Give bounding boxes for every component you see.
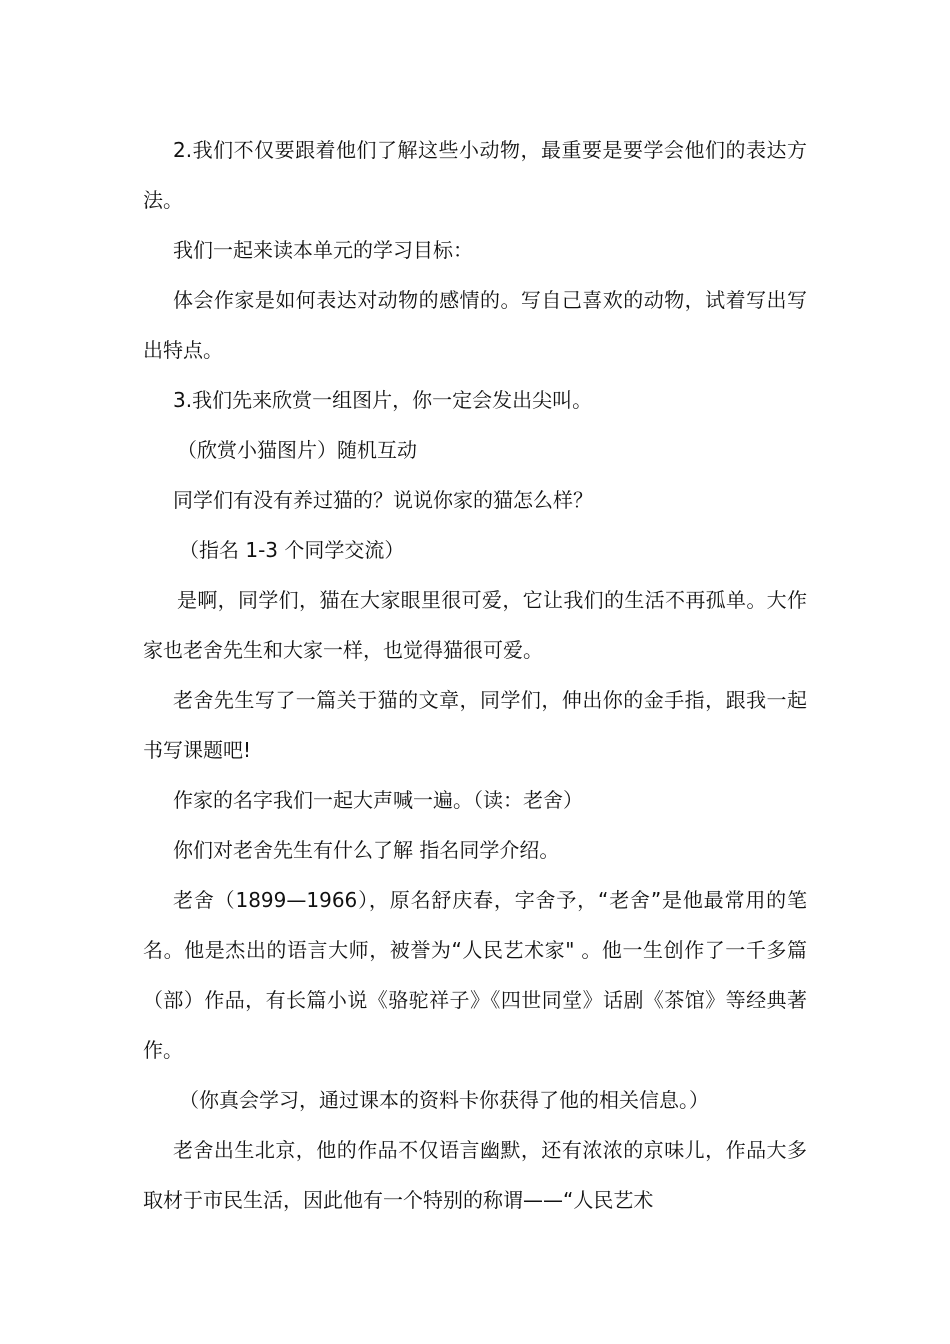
paragraph-unit-goals: 体会作家是如何表达对动物的感情的。写自己喜欢的动物，试着写出写出特点。 xyxy=(143,288,807,362)
paragraph-lao-she-bio: 老舍（1899—1966），原名舒庆春，字舍予，“老舍”是他最常用的笔名。他是杰出的语言大师，被誉为“人民艺术家" 。他一生创作了一千多篇（部）作品，有长篇小说《骆驼祥子》《四世同堂》话剧《茶馆》等经典著作。 xyxy=(143,888,807,1062)
paragraph-write-title: 老舍先生写了一篇关于猫的文章，同学们，伸出你的金手指，跟我一起书写课题吧! xyxy=(143,688,807,762)
paragraph-exchange: （指名 1-3 个同学交流） xyxy=(179,538,405,562)
paragraph-cat-pictures: （欣赏小猫图片）随机互动 xyxy=(177,438,417,462)
document-page xyxy=(143,125,807,1225)
paragraph-cats-lovely: 是啊，同学们，猫在大家眼里很可爱，它让我们的生活不再孤单。大作家也老舍先生和大家一样，也觉得猫很可爱。 xyxy=(143,588,807,662)
paragraph-goal-method: 2.我们不仅要跟着他们了解这些小动物，最重要是要学会他们的表达方法。 xyxy=(143,138,807,212)
paragraph-unit-goals-intro: 我们一起来读本单元的学习目标： xyxy=(173,238,473,262)
paragraph-pictures: 3.我们先来欣赏一组图片，你一定会发出尖叫。 xyxy=(173,388,593,412)
paragraph-praise: （你真会学习，通过课本的资料卡你获得了他的相关信息。） xyxy=(179,1088,709,1112)
paragraph-question: 同学们有没有养过猫的？说说你家的猫怎么样？ xyxy=(173,488,593,512)
paragraph-lao-she-works: 老舍出生北京，他的作品不仅语言幽默，还有浓浓的京味儿，作品大多取材于市民生活，因此他有一个特别的称谓——“人民艺术 xyxy=(143,1138,807,1212)
paragraph-read-name: 作家的名字我们一起大声喊一遍。（读：老舍） xyxy=(173,788,583,812)
paragraph-introduce: 你们对老舍先生有什么了解 指名同学介绍。 xyxy=(173,838,560,862)
